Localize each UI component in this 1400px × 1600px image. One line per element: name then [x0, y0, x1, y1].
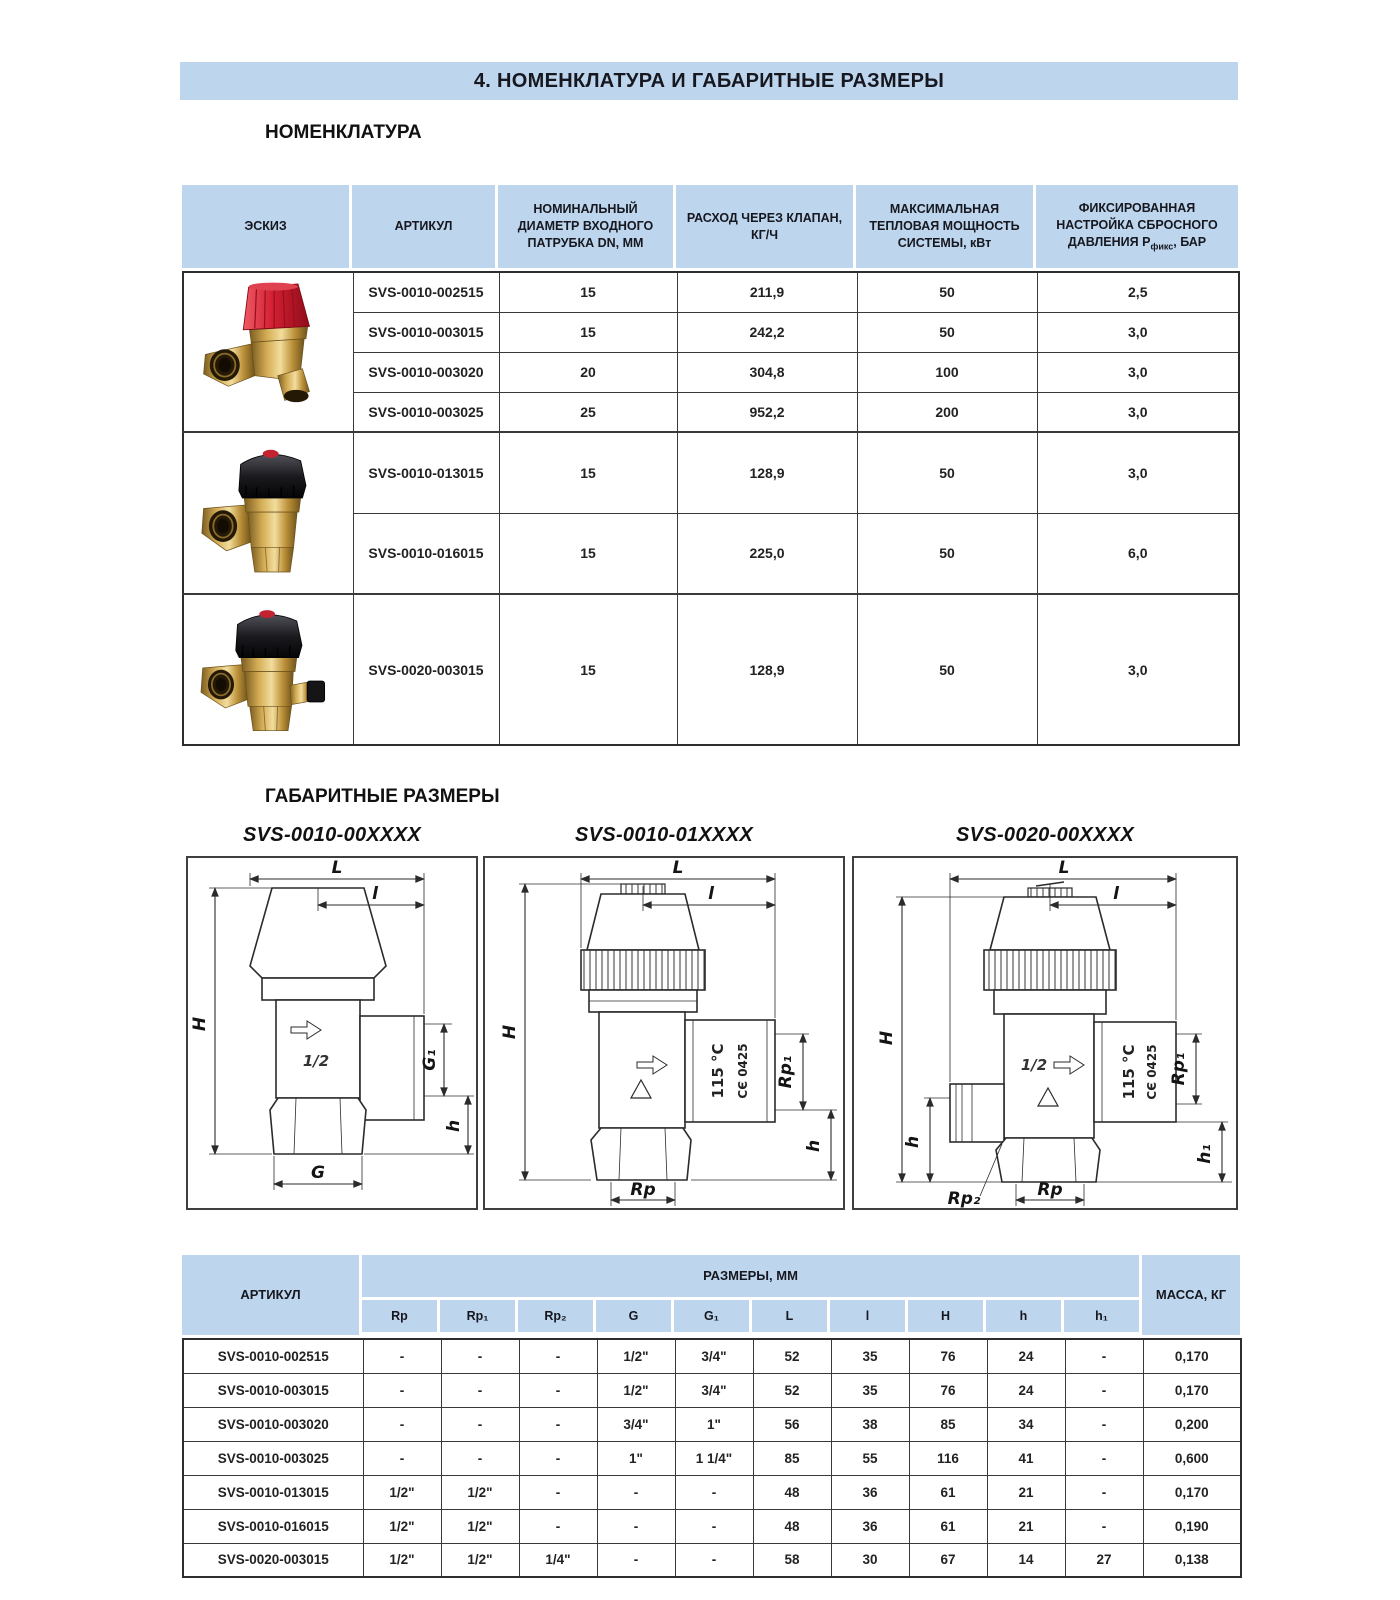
pressure-cell: 6,0 — [1037, 513, 1239, 594]
dim-cell-G1: 3/4" — [675, 1339, 753, 1373]
dim-cell-Rp1: 1/2" — [441, 1475, 519, 1509]
dim-label-l: l — [372, 884, 378, 904]
dim-cell-H: 116 — [909, 1441, 987, 1475]
temp-rating-text: 115 °C — [1120, 1044, 1138, 1100]
dim-cell-h1: - — [1065, 1407, 1143, 1441]
dim-cell-Rp: - — [363, 1407, 441, 1441]
dim-cell-h1: - — [1065, 1373, 1143, 1407]
pressure-subscript: фикс — [1150, 241, 1174, 252]
nomenclature-table-header — [182, 185, 1238, 268]
drawing-box-svs-0020-00 — [852, 856, 1238, 1210]
dim-label-G: G — [311, 1163, 325, 1183]
dim-cell-h1: - — [1065, 1339, 1143, 1373]
table-row — [183, 1543, 1241, 1577]
dim-label-l: l — [708, 884, 714, 904]
flow-cell: 304,8 — [677, 352, 857, 392]
size-mark: 1/2 — [302, 1052, 330, 1070]
dim-cell-G1: 1 1/4" — [675, 1441, 753, 1475]
col-header-sizes: РАЗМЕРЫ, ММ — [362, 1255, 1142, 1300]
article-cell: SVS-0010-002515 — [183, 1339, 363, 1373]
dim-cell-h: 24 — [987, 1339, 1065, 1373]
dim-cell-Rp2: - — [519, 1407, 597, 1441]
col-header-pressure — [1036, 185, 1238, 268]
col-header-G: G — [596, 1300, 674, 1332]
dim-cell-Rp: - — [363, 1441, 441, 1475]
dimensions-heading: ГАБАРИТНЫЕ РАЗМЕРЫ — [265, 786, 500, 807]
dim-label-l: l — [1113, 884, 1119, 904]
article-cell: SVS-0020-003015 — [353, 594, 499, 745]
col-header-dn: НОМИНАЛЬНЫЙ ДИАМЕТР ВХОДНОГО ПАТРУБКА DN, ММ — [498, 185, 676, 268]
dim-cell-L: 52 — [753, 1339, 831, 1373]
dim-cell-G: 1/2" — [597, 1339, 675, 1373]
dim-label-Rp: Rp — [630, 1180, 656, 1200]
dim-cell-l: 55 — [831, 1441, 909, 1475]
dim-cell-Rp1: 1/2" — [441, 1509, 519, 1543]
dim-label-Rp1: Rp₁ — [1169, 1052, 1189, 1086]
col-header-article: АРТИКУЛ — [352, 185, 498, 268]
dim-cell-G1: 1" — [675, 1407, 753, 1441]
dim-cell-G1: - — [675, 1475, 753, 1509]
drawing-title-1: SVS-0010-00XXXX — [243, 824, 421, 846]
article-cell: SVS-0010-003015 — [183, 1373, 363, 1407]
black-cap-safety-valve-photo — [193, 436, 343, 588]
table-row — [183, 1373, 1241, 1407]
dim-cell-L: 48 — [753, 1475, 831, 1509]
article-cell: SVS-0010-013015 — [183, 1475, 363, 1509]
drawing-title-3: SVS-0020-00XXXX — [956, 824, 1134, 846]
dim-cell-Rp2: - — [519, 1339, 597, 1373]
dim-cell-G1: - — [675, 1509, 753, 1543]
dim-label-L: L — [331, 858, 343, 878]
col-header-power: МАКСИМАЛЬНАЯ ТЕПЛОВАЯ МОЩНОСТЬ СИСТЕМЫ, кВт — [856, 185, 1036, 268]
dim-cell-G: - — [597, 1475, 675, 1509]
black-cap-side-port-safety-valve-photo — [194, 595, 342, 741]
col-header-L: L — [752, 1300, 830, 1332]
mass-cell: 0,170 — [1143, 1339, 1241, 1373]
dim-cell-h1: - — [1065, 1441, 1143, 1475]
pressure-cell: 3,0 — [1037, 392, 1239, 432]
dim-cell-Rp2: - — [519, 1373, 597, 1407]
dim-cell-h: 24 — [987, 1373, 1065, 1407]
dim-cell-H: 85 — [909, 1407, 987, 1441]
dim-label-L: L — [1058, 858, 1070, 878]
dim-cell-Rp2: - — [519, 1475, 597, 1509]
technical-drawing-svs-0020-00 — [854, 858, 1236, 1208]
pressure-cell: 2,5 — [1037, 272, 1239, 312]
dn-cell: 15 — [499, 272, 677, 312]
pressure-header-text: ФИКСИРОВАННАЯ НАСТРОЙКА СБРОСНОГО ДАВЛЕНИЯ — [1056, 201, 1218, 250]
mass-cell: 0,170 — [1143, 1373, 1241, 1407]
sketch-red-cap-valve — [183, 272, 353, 432]
mass-cell: 0,200 — [1143, 1407, 1241, 1441]
dim-label-Rp2: Rp₂ — [947, 1189, 981, 1208]
dim-cell-h: 34 — [987, 1407, 1065, 1441]
table-row — [183, 272, 1239, 312]
dim-cell-l: 35 — [831, 1373, 909, 1407]
technical-drawing-svs-0010-00 — [188, 858, 476, 1208]
dim-cell-G: - — [597, 1509, 675, 1543]
dim-cell-L: 56 — [753, 1407, 831, 1441]
col-header-H: H — [908, 1300, 986, 1332]
dim-label-H: H — [190, 1016, 210, 1032]
mass-cell: 0,600 — [1143, 1441, 1241, 1475]
dim-cell-G: - — [597, 1543, 675, 1577]
dim-cell-G1: 3/4" — [675, 1373, 753, 1407]
table-row — [183, 1441, 1241, 1475]
dim-label-Rp1: Rp₁ — [776, 1055, 796, 1089]
sizes-header-group — [362, 1255, 1142, 1335]
power-cell: 50 — [857, 272, 1037, 312]
dim-label-G1: G₁ — [420, 1049, 440, 1071]
flow-cell: 128,9 — [677, 594, 857, 745]
power-cell: 200 — [857, 392, 1037, 432]
dn-cell: 15 — [499, 312, 677, 352]
table-row — [183, 1475, 1241, 1509]
dim-cell-h1: - — [1065, 1509, 1143, 1543]
table-row — [183, 594, 1239, 745]
dimensions-table — [182, 1338, 1242, 1578]
power-cell: 50 — [857, 594, 1037, 745]
dim-cell-h: 21 — [987, 1509, 1065, 1543]
dim-cell-h: 21 — [987, 1475, 1065, 1509]
dim-cell-G: 3/4" — [597, 1407, 675, 1441]
pressure-unit: , БАР — [1173, 235, 1207, 250]
power-cell: 50 — [857, 432, 1037, 513]
pressure-cell: 3,0 — [1037, 312, 1239, 352]
col-header-Rp: Rp — [362, 1300, 440, 1332]
dim-cell-Rp: 1/2" — [363, 1475, 441, 1509]
col-header-sketch: ЭСКИЗ — [182, 185, 352, 268]
col-header-article: АРТИКУЛ — [182, 1255, 362, 1335]
col-header-G1: G₁ — [674, 1300, 752, 1332]
pressure-cell: 3,0 — [1037, 594, 1239, 745]
dn-cell: 20 — [499, 352, 677, 392]
dim-cell-Rp: 1/2" — [363, 1509, 441, 1543]
article-cell: SVS-0010-003015 — [353, 312, 499, 352]
dim-cell-H: 76 — [909, 1339, 987, 1373]
drawing-title-2: SVS-0010-01XXXX — [575, 824, 753, 846]
col-header-mass: МАССА, КГ — [1142, 1255, 1240, 1335]
mass-cell: 0,170 — [1143, 1475, 1241, 1509]
flow-cell: 242,2 — [677, 312, 857, 352]
article-cell: SVS-0010-003025 — [353, 392, 499, 432]
dim-label-h: h — [804, 1139, 824, 1153]
col-header-Rp2: Rp₂ — [518, 1300, 596, 1332]
power-cell: 100 — [857, 352, 1037, 392]
dim-label-H: H — [877, 1030, 897, 1046]
dim-cell-L: 58 — [753, 1543, 831, 1577]
dn-cell: 25 — [499, 392, 677, 432]
technical-drawing-svs-0010-01 — [485, 858, 843, 1208]
dim-cell-G1: - — [675, 1543, 753, 1577]
size-mark: 1/2 — [1020, 1056, 1048, 1074]
pressure-symbol: Р — [1142, 235, 1151, 250]
dim-cell-H: 67 — [909, 1543, 987, 1577]
dim-cell-Rp1: - — [441, 1373, 519, 1407]
dim-cell-Rp: - — [363, 1339, 441, 1373]
power-cell: 50 — [857, 513, 1037, 594]
pressure-cell: 3,0 — [1037, 352, 1239, 392]
sketch-black-cap-valve — [183, 432, 353, 594]
flow-cell: 952,2 — [677, 392, 857, 432]
col-header-h1: h₁ — [1064, 1300, 1142, 1332]
flow-cell: 128,9 — [677, 432, 857, 513]
table-row — [183, 1339, 1241, 1373]
dim-label-h: h — [444, 1119, 464, 1133]
dim-cell-Rp: - — [363, 1373, 441, 1407]
article-cell: SVS-0010-003025 — [183, 1441, 363, 1475]
dim-cell-Rp2: - — [519, 1509, 597, 1543]
col-header-l: l — [830, 1300, 908, 1332]
article-cell: SVS-0010-002515 — [353, 272, 499, 312]
article-cell: SVS-0010-013015 — [353, 432, 499, 513]
dim-cell-h1: - — [1065, 1475, 1143, 1509]
dim-cell-H: 61 — [909, 1509, 987, 1543]
col-header-Rp1: Rp₁ — [440, 1300, 518, 1332]
dim-label-Rp: Rp — [1037, 1180, 1063, 1200]
dim-cell-Rp2: 1/4" — [519, 1543, 597, 1577]
dim-cell-Rp: 1/2" — [363, 1543, 441, 1577]
col-header-h: h — [986, 1300, 1064, 1332]
sizes-subheader-row — [362, 1300, 1142, 1332]
temp-rating-text: 115 °C — [709, 1043, 727, 1099]
article-cell: SVS-0010-003020 — [183, 1407, 363, 1441]
dim-cell-Rp1: - — [441, 1407, 519, 1441]
drawing-box-svs-0010-00 — [186, 856, 478, 1210]
ce-mark-text: CЄ 0425 — [1145, 1044, 1159, 1100]
article-cell: SVS-0010-003020 — [353, 352, 499, 392]
dimensions-table-header — [182, 1255, 1240, 1335]
dim-cell-H: 76 — [909, 1373, 987, 1407]
dim-cell-l: 36 — [831, 1509, 909, 1543]
dim-cell-G: 1" — [597, 1441, 675, 1475]
ce-mark-text: CЄ 0425 — [736, 1043, 750, 1099]
dim-cell-G: 1/2" — [597, 1373, 675, 1407]
power-cell: 50 — [857, 312, 1037, 352]
sketch-black-cap-side-port-valve — [183, 594, 353, 745]
dim-cell-l: 30 — [831, 1543, 909, 1577]
dim-cell-L: 52 — [753, 1373, 831, 1407]
dim-cell-Rp2: - — [519, 1441, 597, 1475]
mass-cell: 0,190 — [1143, 1509, 1241, 1543]
nomenclature-heading: НОМЕНКЛАТУРА — [265, 122, 422, 143]
dim-label-H: H — [500, 1024, 520, 1040]
dim-cell-h: 14 — [987, 1543, 1065, 1577]
dn-cell: 15 — [499, 594, 677, 745]
dim-label-h: h — [903, 1135, 923, 1149]
article-cell: SVS-0020-003015 — [183, 1543, 363, 1577]
section-title-bar: 4. НОМЕНКЛАТУРА И ГАБАРИТНЫЕ РАЗМЕРЫ — [180, 62, 1238, 100]
drawing-box-svs-0010-01 — [483, 856, 845, 1210]
table-row — [183, 432, 1239, 513]
dim-cell-h1: 27 — [1065, 1543, 1143, 1577]
mass-cell: 0,138 — [1143, 1543, 1241, 1577]
table-row — [183, 1509, 1241, 1543]
dim-label-L: L — [672, 858, 684, 878]
article-cell: SVS-0010-016015 — [353, 513, 499, 594]
dim-cell-H: 61 — [909, 1475, 987, 1509]
dim-label-h1: h₁ — [1195, 1144, 1215, 1164]
nomenclature-table — [182, 271, 1240, 746]
dim-cell-l: 35 — [831, 1339, 909, 1373]
dim-cell-l: 36 — [831, 1475, 909, 1509]
flow-cell: 211,9 — [677, 272, 857, 312]
dim-cell-Rp1: - — [441, 1441, 519, 1475]
dim-cell-Rp1: - — [441, 1339, 519, 1373]
dim-cell-l: 38 — [831, 1407, 909, 1441]
pressure-cell: 3,0 — [1037, 432, 1239, 513]
dim-cell-L: 48 — [753, 1509, 831, 1543]
col-header-flow: РАСХОД ЧЕРЕЗ КЛАПАН, КГ/Ч — [676, 185, 856, 268]
dn-cell: 15 — [499, 513, 677, 594]
dim-cell-L: 85 — [753, 1441, 831, 1475]
dn-cell: 15 — [499, 432, 677, 513]
dim-cell-Rp1: 1/2" — [441, 1543, 519, 1577]
dim-cell-h: 41 — [987, 1441, 1065, 1475]
red-cap-safety-valve-photo — [193, 275, 343, 427]
table-row — [183, 1407, 1241, 1441]
flow-cell: 225,0 — [677, 513, 857, 594]
article-cell: SVS-0010-016015 — [183, 1509, 363, 1543]
